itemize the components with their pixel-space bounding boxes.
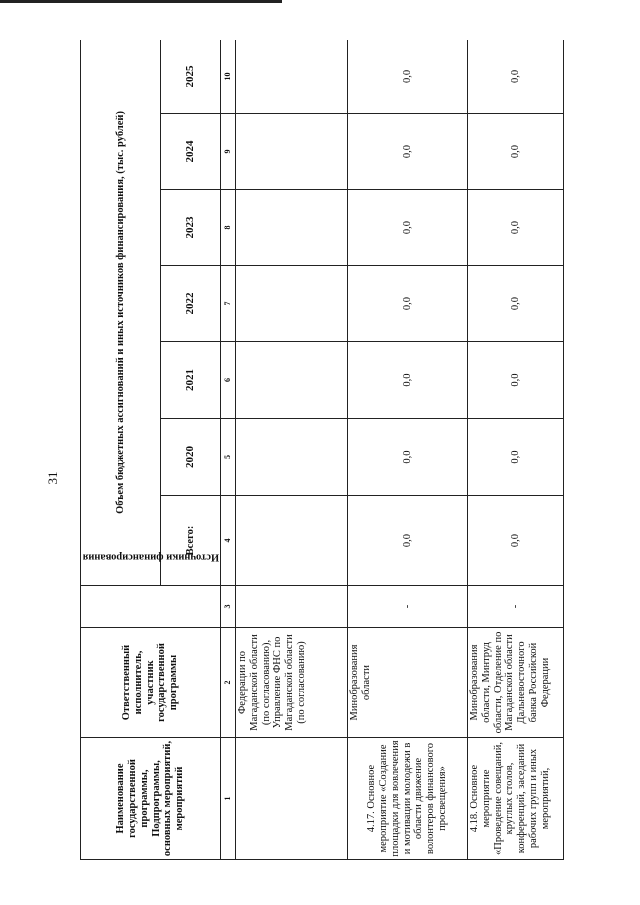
header-year: 2020 [161,419,221,496]
header-total: Всего: [161,496,221,586]
header-year: 2022 [161,266,221,342]
column-number: 4 [221,496,236,586]
row-source: - [468,586,564,628]
row-executor: Федерации по Магаданской области (по согласованию), Управление ФНС по Магаданской области (по согласованию) [236,628,348,738]
header-name: Наименование государственной программы, Подпрограммы, основных мероприятий, мероприятий [81,738,221,860]
column-number: 2 [221,628,236,738]
row-executor: Минобразования области [348,628,468,738]
row-value: 0,0 [348,266,468,342]
row-value: 0,0 [468,419,564,496]
funding-table [80,40,564,860]
row-value [236,114,348,190]
row-executor: Минобразования области, Минтруд области, Отделение по Магаданской области Дальневосточного банка Российской Федерации [468,628,564,738]
row-value: 0,0 [348,342,468,419]
row-value [236,190,348,266]
row-value [236,342,348,419]
row-source: - [348,586,468,628]
column-number: 10 [221,40,236,114]
column-number: 6 [221,342,236,419]
row-name [236,738,348,860]
row-value: 0,0 [348,40,468,114]
funding-table-sheet [80,40,564,860]
header-year: 2024 [161,114,221,190]
rotated-page [80,40,564,860]
column-number: 5 [221,419,236,496]
column-number: 3 [221,586,236,628]
row-value: 0,0 [468,40,564,114]
row-name: 4.18. Основное мероприятие «Проведение совещаний, круглых столов, конференций, заседаний рабочих групп и иных мероприятий, [468,738,564,860]
page-number: 31 [45,471,60,485]
row-value: 0,0 [348,190,468,266]
table-row [468,40,564,860]
row-value [236,266,348,342]
header-funding-group: Объем бюджетных ассигнований и иных источников финансирования, (тыс. рублей) [81,40,161,586]
row-value [236,419,348,496]
row-value [236,496,348,586]
row-value: 0,0 [468,266,564,342]
row-value: 0,0 [468,114,564,190]
column-number: 8 [221,190,236,266]
row-name: 4.17. Основное мероприятие «Создание площадки для вовлечения и мотивации молодежи в области движение волонтеров финансового просвещения» [348,738,468,860]
column-number: 9 [221,114,236,190]
row-value: 0,0 [468,496,564,586]
header-source-label: Источники финансирования [82,551,219,563]
header-executor: Ответственный исполнитель, участник государственной программы [81,628,221,738]
column-number: 1 [221,738,236,860]
header-source [81,551,221,628]
row-source [236,586,348,628]
row-value: 0,0 [348,114,468,190]
header-year: 2021 [161,342,221,419]
header-year: 2025 [161,40,221,114]
row-value [236,40,348,114]
table-row [236,40,348,860]
row-value: 0,0 [348,496,468,586]
table-row [348,40,468,860]
column-number-row [221,40,236,860]
row-value: 0,0 [348,419,468,496]
column-number: 7 [221,266,236,342]
row-value: 0,0 [468,342,564,419]
top-rule [0,0,282,3]
header-year: 2023 [161,190,221,266]
row-value: 0,0 [468,190,564,266]
